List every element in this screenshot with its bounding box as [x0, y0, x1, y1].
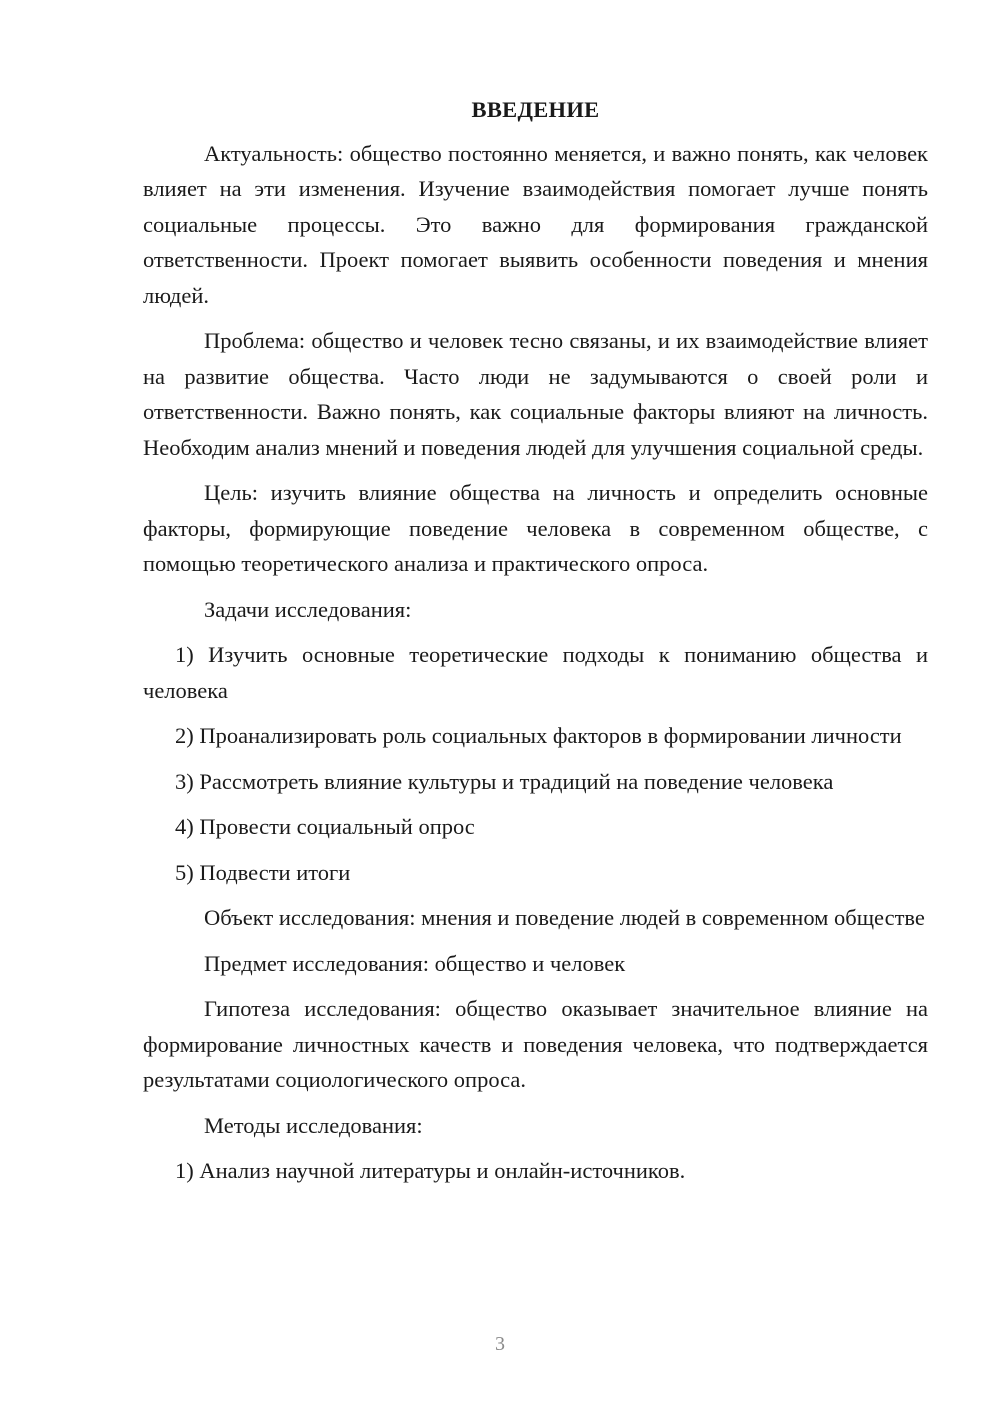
- problem-paragraph: Проблема: общество и человек тесно связаны, и их взаимодействие влияет на развитие общества. Часто люди не задумываются о своей роли и ответственности. Важно понять, как социальные факторы влияют на личность. Необходим анализ мнений и поведения людей для улучшения социальной среды.: [143, 328, 928, 460]
- relevance-paragraph: Актуальность: общество постоянно меняется, и важно понять, как человек влияет на эти изменения. Изучение взаимодействия помогает лучше понять социальные процессы. Это важно для формирования гражданской ответственности. Проект помогает выявить особенности поведения и мнения людей.: [143, 140, 928, 308]
- page-number: 3: [495, 1333, 505, 1355]
- task-item-1: 1) Изучить основные теоретические подходы к пониманию общества и человека: [143, 642, 928, 703]
- object-paragraph: Объект исследования: мнения и поведение людей в современном обществе: [204, 905, 925, 930]
- document-page: [143, 92, 928, 1199]
- method-item-1: 1) Анализ научной литературы и онлайн-источников.: [175, 1158, 686, 1183]
- goal-paragraph: Цель: изучить влияние общества на личность и определить основные факторы, формирующие поведение человека в современном обществе, с помощью теоретического анализа и практического опроса.: [143, 480, 928, 576]
- subject-paragraph: Предмет исследования: общество и человек: [204, 950, 626, 976]
- hypothesis-paragraph: Гипотеза исследования: общество оказывает значительное влияние на формирование личностных качеств и поведения человека, что подтверждается результатами социологического опроса.: [143, 996, 928, 1092]
- task-item-3: 3) Рассмотреть влияние культуры и традиций на поведение человека: [175, 768, 834, 794]
- task-item-5: 5) Подвести итоги: [175, 859, 351, 885]
- methods-heading: Методы исследования:: [204, 1112, 423, 1138]
- task-item-2: 2) Проанализировать роль социальных факторов в формировании личности: [175, 723, 902, 748]
- tasks-heading: Задачи исследования:: [204, 596, 412, 622]
- task-item-4: 4) Провести социальный опрос: [175, 814, 475, 839]
- document-title: ВВЕДЕНИЕ: [471, 97, 600, 122]
